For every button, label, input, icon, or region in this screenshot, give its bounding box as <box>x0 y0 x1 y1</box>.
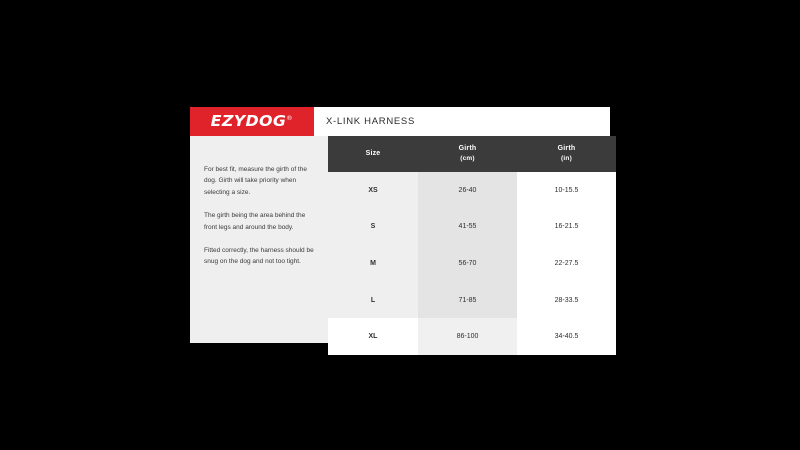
cell-size: L <box>328 282 418 319</box>
size-chart-card <box>190 107 610 343</box>
cell-girth-cm: 71-85 <box>418 282 517 319</box>
column-header-label: Girth <box>458 145 477 153</box>
cell-girth-in: 28-33.5 <box>517 282 616 319</box>
column-header-girth-in <box>517 136 616 172</box>
note-paragraph: The girth being the area behind the front legs and around the body. <box>204 212 306 231</box>
cell-girth-in: 34-40.5 <box>517 318 616 355</box>
column-header-girth-cm <box>418 136 517 172</box>
table-row <box>328 172 616 209</box>
column-header-label: Size <box>365 149 381 157</box>
table-header-row <box>328 136 616 172</box>
cell-girth-in: 16-21.5 <box>517 209 616 246</box>
cell-girth-cm: 26-40 <box>418 172 517 209</box>
column-header-label: Girth <box>557 145 576 153</box>
column-header-unit: (cm) <box>460 155 475 163</box>
table-header-row-group <box>328 136 616 172</box>
card-header <box>190 107 610 136</box>
table-body <box>328 172 616 355</box>
table-row <box>328 318 616 355</box>
cell-girth-in: 22-27.5 <box>517 245 616 282</box>
table-row <box>328 245 616 282</box>
column-header-unit: (in) <box>561 155 572 163</box>
table-row <box>328 209 616 246</box>
cell-size: S <box>328 209 418 246</box>
cell-girth-cm: 86-100 <box>418 318 517 355</box>
note-paragraph: For best fit, measure the girth of the dog. Girth will take priority when selecting a size. <box>204 166 307 196</box>
cell-size: XL <box>328 318 418 355</box>
logo-text <box>211 114 293 129</box>
cell-size: M <box>328 245 418 282</box>
ezydog-logo <box>190 107 314 136</box>
fitting-notes <box>190 136 328 343</box>
table-row <box>328 282 616 319</box>
note-paragraph: Fitted correctly, the harness should be snug on the dog and not too tight. <box>204 246 314 266</box>
cell-girth-cm: 41-55 <box>418 209 517 246</box>
registered-trademark-icon: ® <box>286 115 294 122</box>
size-table <box>328 136 616 355</box>
cell-girth-cm: 56-70 <box>418 245 517 282</box>
brand-name: EZYDOG <box>210 112 287 130</box>
size-table-container <box>328 136 610 343</box>
cell-size: XS <box>328 172 418 209</box>
cell-girth-in: 10-15.5 <box>517 172 616 209</box>
column-header-size <box>328 136 418 172</box>
page-title: X-LINK HARNESS <box>326 116 415 127</box>
card-body <box>190 136 610 343</box>
